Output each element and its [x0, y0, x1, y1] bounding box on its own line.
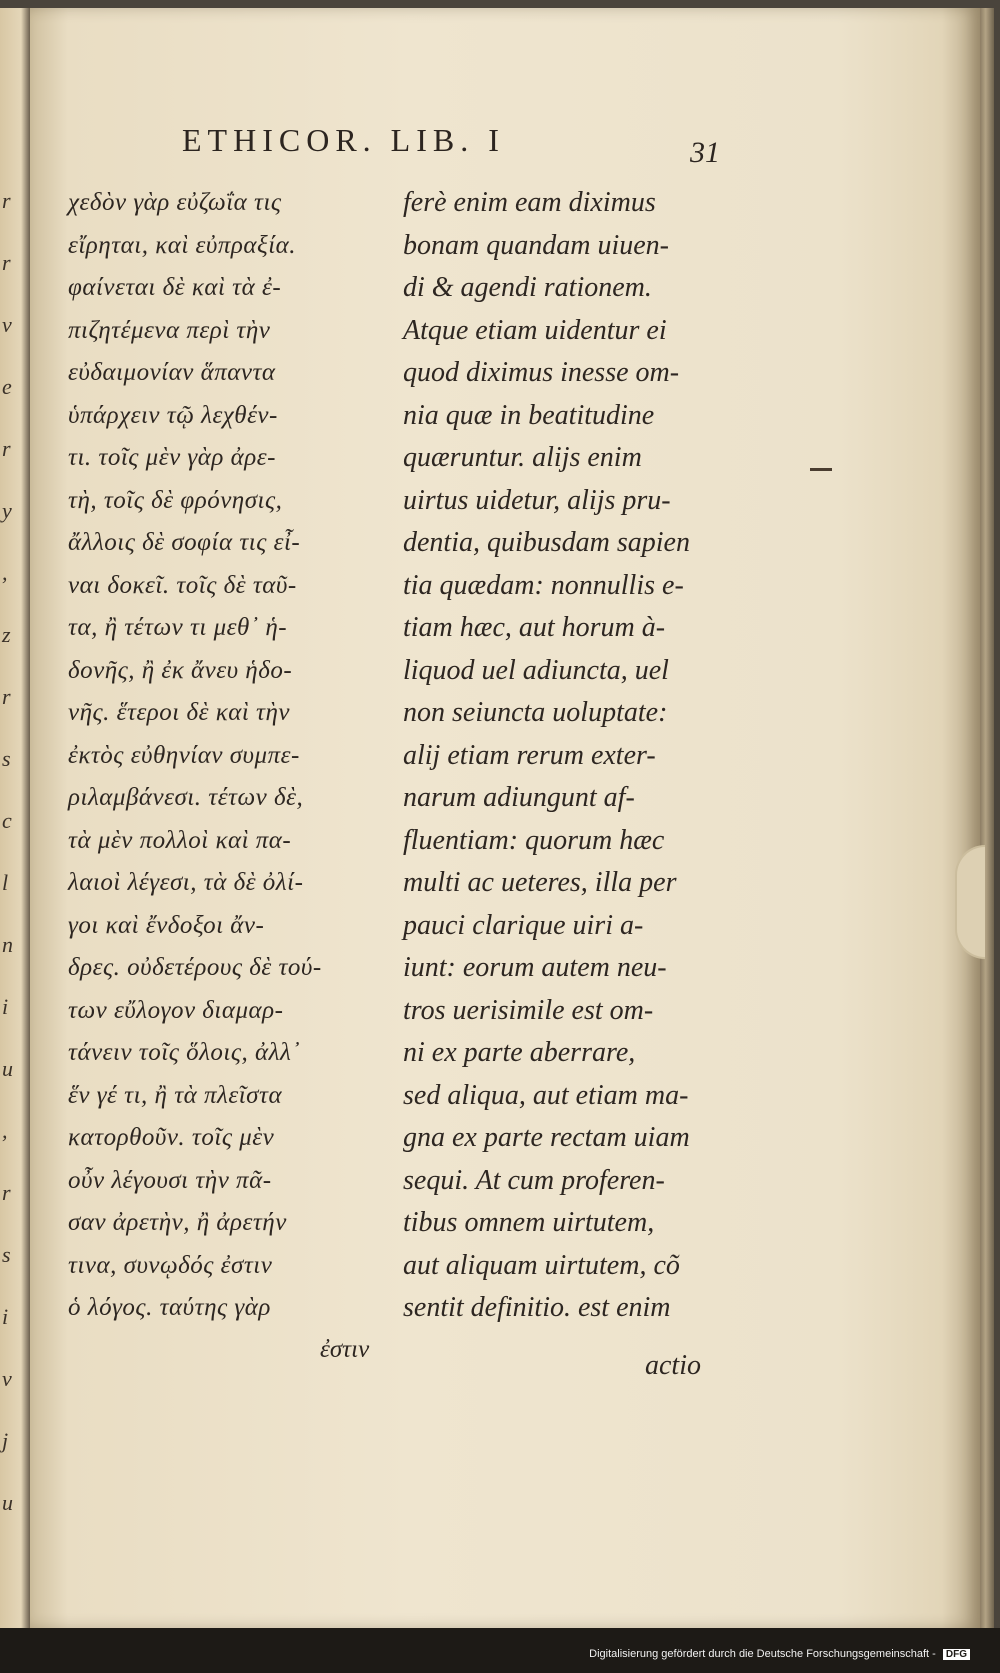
latin-text-line: bonam quandam uiuen-: [403, 229, 669, 261]
facing-page-edge: [0, 8, 30, 1628]
latin-text-line: ni ex parte aberrare,: [403, 1037, 636, 1068]
greek-text-line: εὐδαιμονίαν ἅπαντα: [68, 359, 276, 386]
margin-mark: [810, 468, 832, 471]
page-number: 31: [690, 136, 720, 169]
latin-text-line: tiam hæc, aut horum à-: [403, 612, 666, 643]
facing-page-fragment: i: [2, 994, 9, 1019]
latin-text-line: sequi. At cum proferen-: [403, 1164, 665, 1196]
greek-text-line: εἴρηται, καὶ εὐπραξία.: [68, 231, 297, 259]
page-stack-edge: [980, 8, 994, 1628]
greek-text-line: τι. τοῖς μὲν γὰρ ἀρε-: [68, 444, 276, 471]
greek-text-line: νῆς. ἕτεροι δὲ καὶ τὴν: [68, 699, 290, 726]
greek-text-line: ὑπάρχειν τῷ λεχθέν-: [68, 401, 278, 429]
facing-page-fragment: z: [2, 622, 11, 647]
greek-text-line: τα, ἢ τέτων τι μεθ᾽ ἡ-: [68, 614, 288, 641]
facing-page-fragment: u: [2, 1490, 13, 1515]
latin-text-line: sed aliqua, aut etiam ma-: [403, 1079, 689, 1111]
latin-catchword: actio: [645, 1350, 701, 1381]
latin-text-column: [403, 182, 733, 1330]
latin-text-line: sentit definitio. est enim: [403, 1292, 671, 1323]
greek-text-line: ναι δοκεῖ. τοῖς δὲ ταῦ-: [68, 571, 297, 599]
latin-text-line: liquod uel adiuncta, uel: [403, 654, 669, 686]
latin-text-line: narum adiungunt af-: [403, 782, 635, 813]
facing-page-fragment: y: [2, 498, 12, 523]
greek-text-line: φαίνεται δὲ καὶ τὰ ἐ-: [68, 274, 282, 301]
greek-text-line: οὖν λέγουσι τὴν πᾶ-: [68, 1166, 272, 1194]
running-head: ETHICOR. LIB. I: [182, 122, 505, 158]
latin-text-line: fluentiam: quorum hæc: [403, 824, 665, 856]
greek-text-line: δρες. οὐδετέρους δὲ τού-: [68, 954, 322, 981]
latin-text-line: uirtus uidetur, alijs pru-: [403, 484, 671, 516]
facing-page-fragment: s: [2, 746, 11, 771]
latin-text-line: iunt: eorum autem neu-: [403, 952, 667, 983]
latin-text-line: tibus omnem uirtutem,: [403, 1207, 655, 1238]
greek-text-line: ἄλλοις δὲ σοφία τις εἶ-: [68, 529, 301, 556]
latin-text-line: quæruntur. alijs enim: [403, 442, 642, 473]
greek-text-line: ὁ λόγος. ταύτης γὰρ: [68, 1294, 271, 1321]
greek-text-line: ἐκτὸς εὐθηνίαν συμπε-: [68, 741, 300, 769]
facing-page-fragment: l: [2, 870, 9, 895]
facing-page-fragment: v: [2, 1366, 12, 1391]
latin-text-line: quod diximus inesse om-: [403, 357, 680, 388]
facing-page-fragment: ,: [2, 560, 8, 585]
greek-text-line: τάνειν τοῖς ὅλοις, ἀλλ᾽: [68, 1039, 301, 1066]
greek-text-line: γοι καὶ ἔνδοξοι ἄν-: [68, 911, 265, 939]
facing-page-fragment: u: [2, 1056, 13, 1081]
facing-page-fragment: i: [2, 1304, 9, 1329]
greek-text-line: πιζητέμενα περὶ τὴν: [68, 316, 271, 344]
greek-text-line: σαν ἀρετὴν, ἢ ἀρετήν: [68, 1209, 287, 1236]
latin-text-line: dentia, quibusdam sapien: [403, 527, 690, 558]
facing-page-fragment: s: [2, 1242, 11, 1267]
latin-text-line: multi ac ueteres, illa per: [403, 867, 677, 898]
latin-text-line: alij etiam rerum exter-: [403, 739, 656, 771]
greek-text-line: των εὔλογον διαμαρ-: [68, 996, 284, 1024]
facing-page-fragment: r: [2, 1180, 11, 1205]
greek-text-line: δονῆς, ἢ ἐκ ἄνευ ἡδο-: [68, 656, 293, 684]
greek-text-column: [68, 182, 403, 1330]
facing-page-fragment: e: [2, 374, 12, 399]
greek-text-line: τὰ μὲν πολλοὶ καὶ πα-: [68, 826, 292, 854]
greek-text-line: λαιοὶ λέγεσι, τὰ δὲ ὀλί-: [68, 869, 304, 896]
greek-text-line: χεδὸν γὰρ εὐζωΐα τις: [68, 189, 282, 216]
greek-text-line: τινα, συνῳδός ἐστιν: [68, 1251, 273, 1279]
facing-page-fragment: j: [2, 1428, 9, 1453]
latin-text-line: aut aliquam uirtutem, cõ: [403, 1249, 680, 1281]
latin-text-line: tros uerisimile est om-: [403, 994, 654, 1026]
facing-page-fragment: r: [2, 436, 11, 461]
footer-credit-text: Digitalisierung gefördert durch die Deutsche Forschungsgemeinschaft -: [589, 1648, 936, 1660]
greek-text-line: κατορθοῦν. τοῖς μὲν: [68, 1124, 275, 1151]
facing-page-fragment: r: [2, 684, 11, 709]
latin-text-line: di & agendi rationem.: [403, 272, 652, 303]
greek-text-line: ριλαμβάνεσι. τέτων δὲ,: [68, 784, 304, 811]
dfg-logo: DFG: [943, 1649, 970, 1660]
greek-catchword: ἐστιν: [320, 1336, 370, 1363]
latin-text-line: Atque etiam uidentur ei: [403, 314, 667, 346]
latin-text-line: non seiuncta uoluptate:: [403, 697, 668, 728]
facing-page-fragment: c: [2, 808, 12, 833]
footer-credit: [589, 1648, 970, 1660]
latin-text-line: gna ex parte rectam uiam: [403, 1122, 690, 1153]
greek-text-line: ἕν γέ τι, ἢ τὰ πλεῖστα: [68, 1081, 283, 1109]
latin-text-line: nia quæ in beatitudine: [403, 399, 655, 431]
facing-page-fragment: v: [2, 312, 12, 337]
page-tab-mark: [955, 845, 985, 959]
latin-text-line: tia quædam: nonnullis e-: [403, 569, 684, 601]
latin-text-line: pauci clarique uiri a-: [403, 909, 644, 941]
facing-page-fragment: ,: [2, 1118, 8, 1143]
facing-page-fragment: r: [2, 188, 11, 213]
greek-text-line: τὴ, τοῖς δὲ φρόνησις,: [68, 486, 283, 514]
facing-page-fragment: n: [2, 932, 13, 957]
facing-page-fragment: r: [2, 250, 11, 275]
latin-text-line: ferè enim eam diximus: [403, 187, 656, 218]
